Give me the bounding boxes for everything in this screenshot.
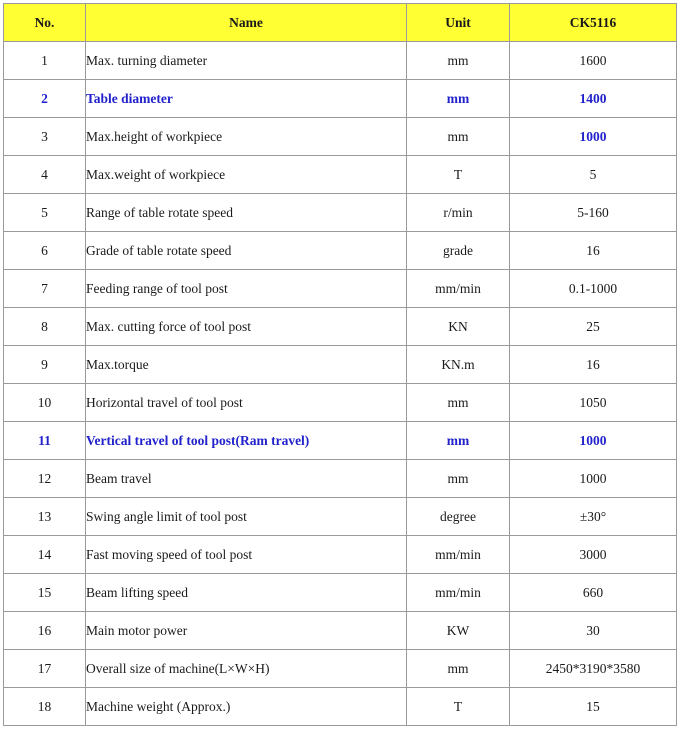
row-unit: mm/min <box>407 270 509 307</box>
table-row <box>4 574 676 611</box>
row-no: 13 <box>4 498 85 535</box>
row-no: 10 <box>4 384 85 421</box>
row-name: Machine weight (Approx.) <box>86 688 406 725</box>
row-value: 1050 <box>510 384 676 421</box>
row-name: Max.torque <box>86 346 406 383</box>
row-name: Max. turning diameter <box>86 42 406 79</box>
row-unit: mm <box>407 118 509 155</box>
row-value: 15 <box>510 688 676 725</box>
row-value: 30 <box>510 612 676 649</box>
row-unit: T <box>407 688 509 725</box>
row-unit: r/min <box>407 194 509 231</box>
row-value: 2450*3190*3580 <box>510 650 676 687</box>
row-no: 12 <box>4 460 85 497</box>
row-name: Range of table rotate speed <box>86 194 406 231</box>
row-name: Max.height of workpiece <box>86 118 406 155</box>
table-row <box>4 194 676 231</box>
row-name: Fast moving speed of tool post <box>86 536 406 573</box>
table-row <box>4 346 676 383</box>
row-name: Main motor power <box>86 612 406 649</box>
row-value: 0.1-1000 <box>510 270 676 307</box>
row-unit: degree <box>407 498 509 535</box>
row-value: 1000 <box>510 460 676 497</box>
row-value: 3000 <box>510 536 676 573</box>
row-value: ±30° <box>510 498 676 535</box>
row-no: 9 <box>4 346 85 383</box>
table-row <box>4 42 676 79</box>
table-row <box>4 460 676 497</box>
table-row <box>4 156 676 193</box>
row-no: 6 <box>4 232 85 269</box>
row-no: 5 <box>4 194 85 231</box>
table-row <box>4 612 676 649</box>
table-row <box>4 308 676 345</box>
spec-table-container <box>3 3 677 726</box>
table-header-row <box>4 4 676 41</box>
row-unit: mm/min <box>407 574 509 611</box>
row-no: 7 <box>4 270 85 307</box>
row-no: 2 <box>4 80 85 117</box>
row-no: 15 <box>4 574 85 611</box>
row-unit: grade <box>407 232 509 269</box>
row-value: 1600 <box>510 42 676 79</box>
row-name: Max.weight of workpiece <box>86 156 406 193</box>
row-unit: mm/min <box>407 536 509 573</box>
table-body <box>4 42 676 725</box>
row-no: 1 <box>4 42 85 79</box>
row-no: 11 <box>4 422 85 459</box>
row-name: Horizontal travel of tool post <box>86 384 406 421</box>
row-no: 8 <box>4 308 85 345</box>
header-model: CK5116 <box>510 4 676 41</box>
row-value: 1000 <box>510 118 676 155</box>
row-no: 14 <box>4 536 85 573</box>
row-unit: T <box>407 156 509 193</box>
table-row <box>4 422 676 459</box>
row-name: Swing angle limit of tool post <box>86 498 406 535</box>
header-unit: Unit <box>407 4 509 41</box>
row-no: 18 <box>4 688 85 725</box>
row-value: 16 <box>510 232 676 269</box>
row-unit: KN <box>407 308 509 345</box>
row-value: 5-160 <box>510 194 676 231</box>
header-no: No. <box>4 4 85 41</box>
row-no: 16 <box>4 612 85 649</box>
row-unit: mm <box>407 460 509 497</box>
row-no: 3 <box>4 118 85 155</box>
spec-table <box>3 3 677 726</box>
row-name: Vertical travel of tool post(Ram travel) <box>86 422 406 459</box>
row-unit: mm <box>407 650 509 687</box>
row-no: 4 <box>4 156 85 193</box>
row-value: 1000 <box>510 422 676 459</box>
row-name: Beam lifting speed <box>86 574 406 611</box>
table-row <box>4 688 676 725</box>
row-unit: mm <box>407 384 509 421</box>
row-value: 660 <box>510 574 676 611</box>
row-name: Feeding range of tool post <box>86 270 406 307</box>
row-unit: mm <box>407 422 509 459</box>
table-row <box>4 650 676 687</box>
row-value: 5 <box>510 156 676 193</box>
table-row <box>4 536 676 573</box>
table-row <box>4 498 676 535</box>
table-row <box>4 384 676 421</box>
row-value: 1400 <box>510 80 676 117</box>
row-unit: KN.m <box>407 346 509 383</box>
row-name: Max. cutting force of tool post <box>86 308 406 345</box>
row-name: Overall size of machine(L×W×H) <box>86 650 406 687</box>
table-row <box>4 232 676 269</box>
header-name: Name <box>86 4 406 41</box>
row-value: 25 <box>510 308 676 345</box>
row-name: Table diameter <box>86 80 406 117</box>
row-name: Beam travel <box>86 460 406 497</box>
row-name: Grade of table rotate speed <box>86 232 406 269</box>
row-no: 17 <box>4 650 85 687</box>
table-row <box>4 270 676 307</box>
row-unit: KW <box>407 612 509 649</box>
row-unit: mm <box>407 42 509 79</box>
table-row <box>4 80 676 117</box>
row-value: 16 <box>510 346 676 383</box>
row-unit: mm <box>407 80 509 117</box>
table-row <box>4 118 676 155</box>
